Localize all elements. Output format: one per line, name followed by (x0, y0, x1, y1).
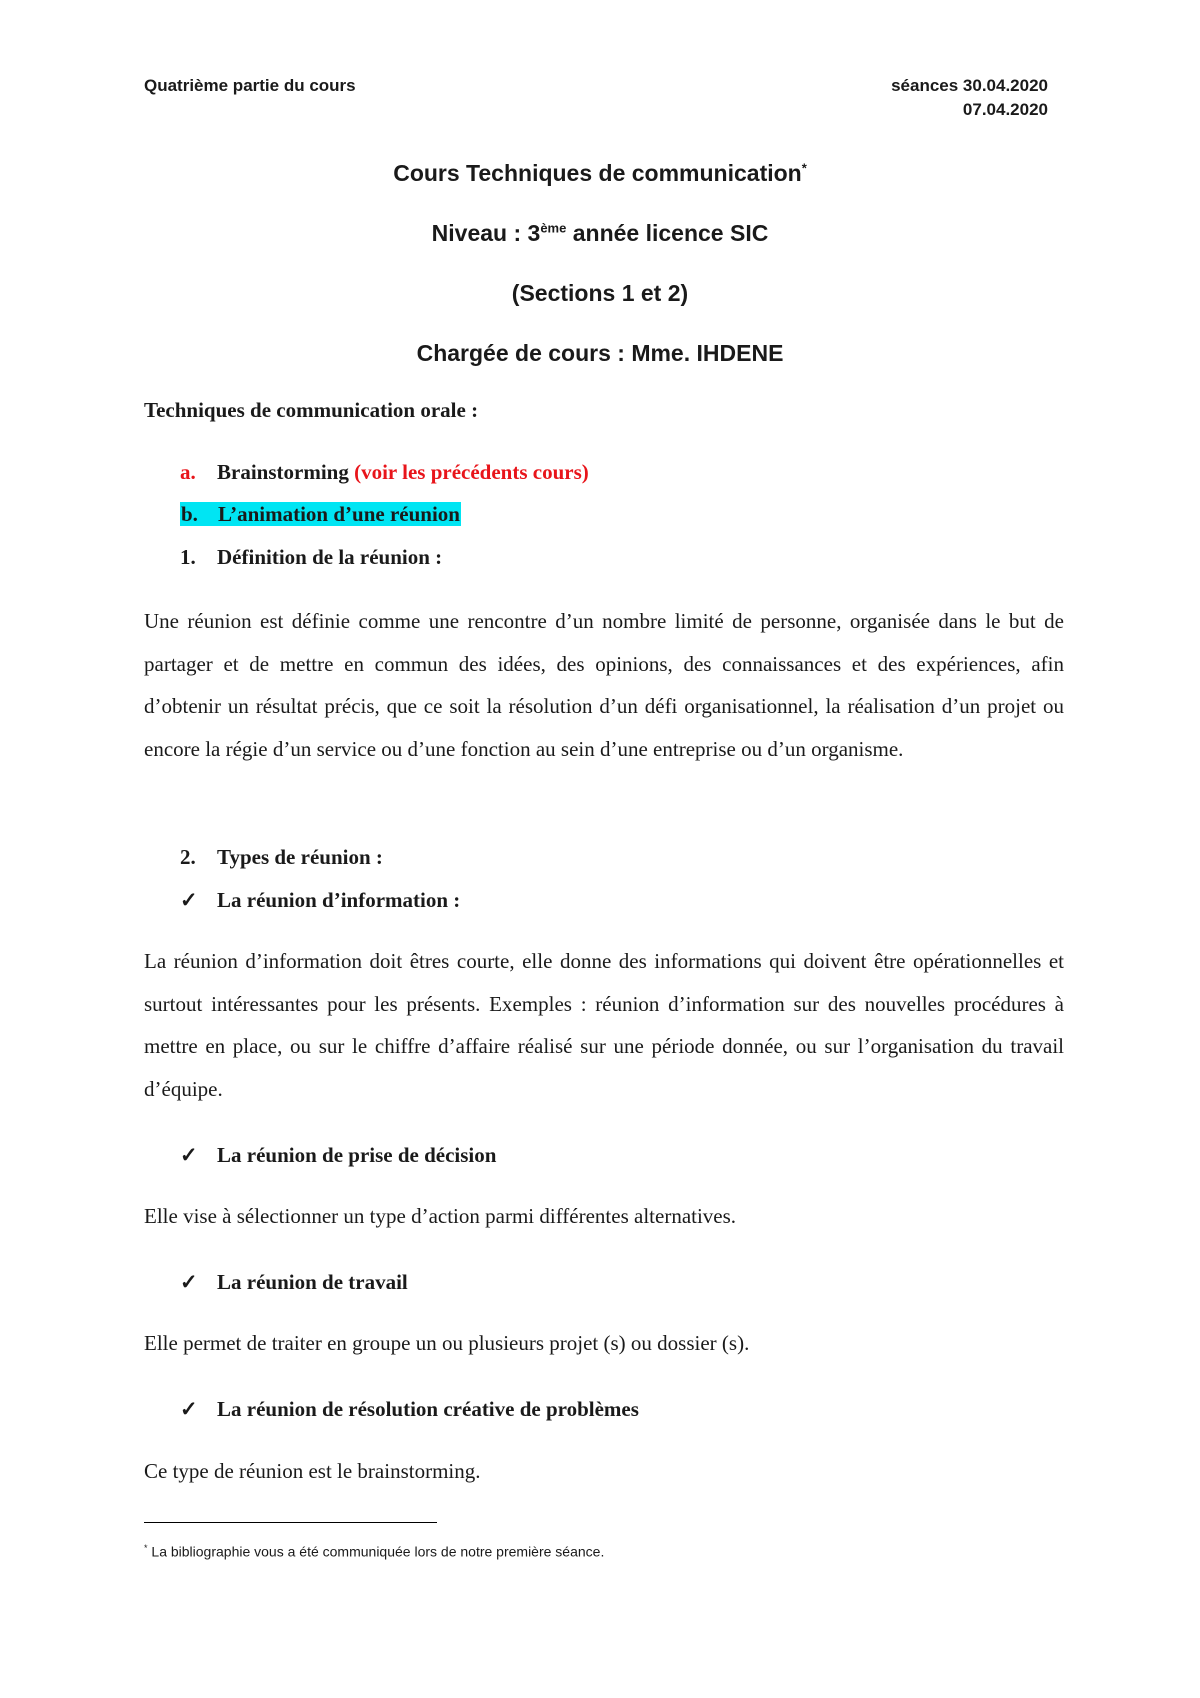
header-left: Quatrième partie du cours (144, 76, 356, 95)
list-marker-a: a. (180, 460, 196, 484)
creative-paragraph: Ce type de réunion est le brainstorming. (144, 1459, 481, 1483)
list-item-b (180, 502, 461, 527)
decision-paragraph: Elle vise à sélectionner un type d’action parmi différentes alternatives. (144, 1204, 737, 1228)
work-paragraph: Elle permet de traiter en groupe un ou plusieurs projet (s) ou dossier (s). (144, 1331, 750, 1355)
list-item-1: 1. Définition de la réunion : (180, 545, 443, 569)
check-icon: ✓ (180, 888, 198, 912)
list-item-2: 2. Types de réunion : (180, 845, 383, 869)
footnote-divider (144, 1522, 437, 1523)
type-info-title: ✓ La réunion d’information : (180, 888, 461, 912)
list-item-a: a. Brainstorming (voir les précédents cours) (180, 460, 589, 484)
section-title: Techniques de communication orale : (144, 398, 479, 422)
header-dates (891, 76, 1048, 120)
see-previous-note: (voir les précédents cours) (354, 460, 589, 484)
footnote: * La bibliographie vous a été communiquée lors de notre première séance. (144, 1543, 605, 1560)
course-sections: (Sections 1 et 2) (511, 280, 689, 306)
check-icon: ✓ (180, 1270, 198, 1294)
header-date-1: séances 30.04.2020 (891, 76, 1048, 95)
course-title: Cours Techniques de communication* (393, 160, 807, 186)
header-date-2: 07.04.2020 (962, 100, 1048, 119)
footnote-ref: * (801, 160, 807, 176)
check-icon: ✓ (180, 1143, 198, 1167)
type-creative-title: ✓ La réunion de résolution créative de problèmes (180, 1397, 639, 1421)
course-lecturer: Chargée de cours : Mme. IHDENE (416, 340, 784, 366)
definition-paragraph: Une réunion est définie comme une rencontre d’un nombre limité de personne, organisée dans le but de partager et de mettre en commun des idées, des opinions, des connaissances et des expériences, afin d’obtenir un résultat précis, que ce soit la résolution d’un défi organisationnel, la réalisation d’un projet ou encore la régie d’un service ou d’une fonction au sein d’une entreprise ou d’un organisme. (144, 609, 1064, 761)
check-icon: ✓ (180, 1397, 198, 1421)
type-decision-title: ✓ La réunion de prise de décision (180, 1143, 497, 1167)
type-work-title: ✓ La réunion de travail (180, 1270, 408, 1294)
course-level: Niveau : 3ème année licence SIC (431, 220, 769, 246)
highlighted-heading: b. L’animation d’une réunion (181, 502, 460, 526)
info-paragraph: La réunion d’information doit êtres courte, elle donne des informations qui doivent être opérationnelles et surtout intéressantes pour les présents. Exemples : réunion d’information sur des nouvelles procédures à mettre en place, ou sur le chiffre d’affaire réalisé sur une période donnée, ou sur l’organisation du travail d’équipe. (144, 949, 1064, 1101)
